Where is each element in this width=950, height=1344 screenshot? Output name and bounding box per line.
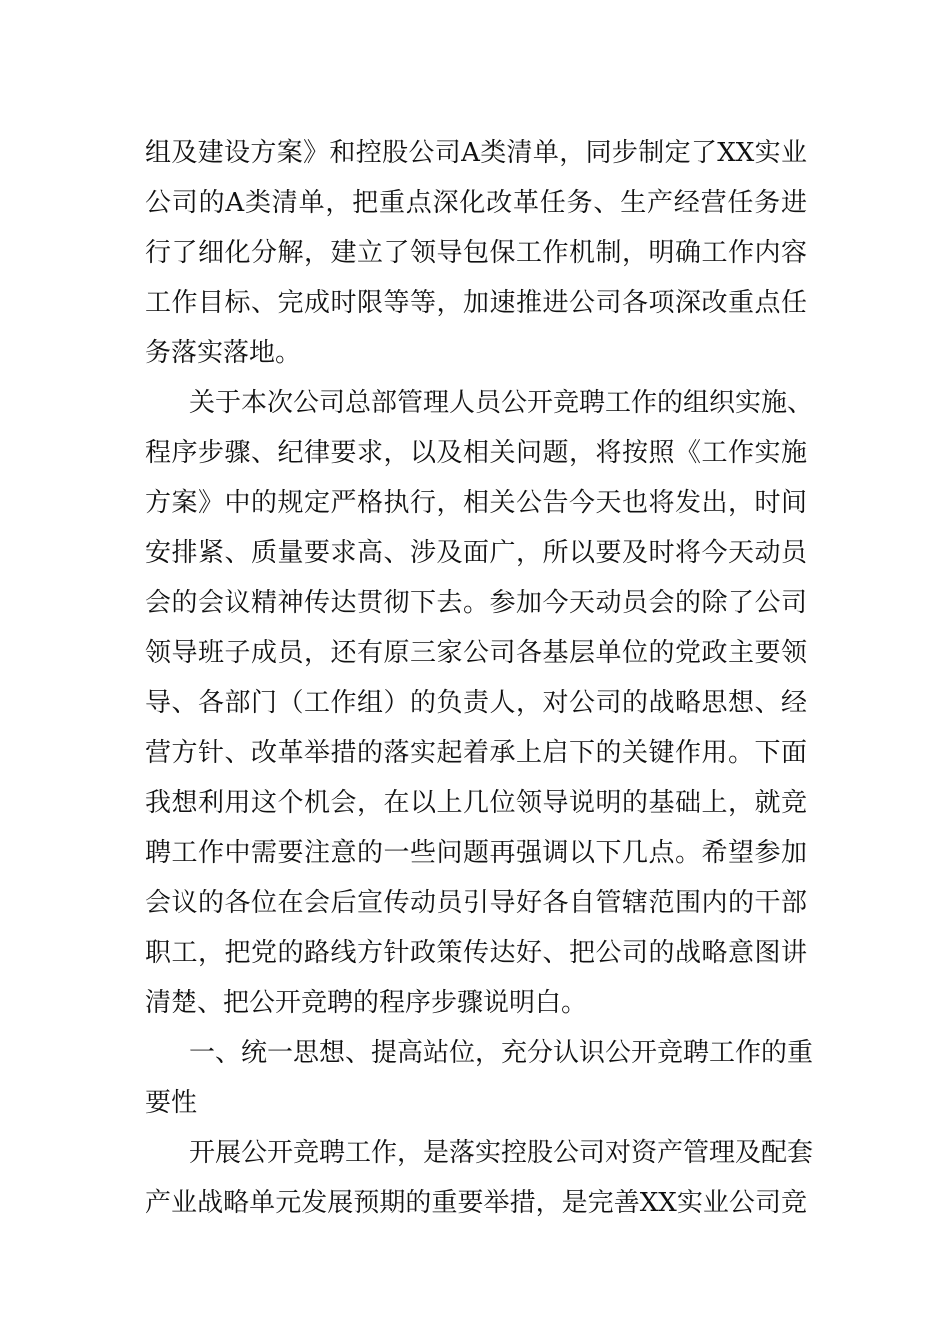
text-line: 务落实落地。 (145, 338, 302, 368)
text-line: 聘工作中需要注意的一些问题再强调以下几点。希望参加 (145, 838, 807, 868)
text-line: 开展公开竞聘工作，是落实控股公司对资产管理及配套 (189, 1138, 814, 1168)
text-line: 产业战略单元发展预期的重要举措，是完善XX实业公司竞 (145, 1188, 807, 1218)
text-line: 职工，把党的路线方针政策传达好、把公司的战略意图讲 (145, 938, 807, 968)
text-line: 清楚、把公开竞聘的程序步骤说明白。 (145, 988, 588, 1018)
text-line: 领导班子成员，还有原三家公司各基层单位的党政主要领 (145, 638, 807, 668)
text-line: 我想利用这个机会，在以上几位领导说明的基础上，就竞 (145, 788, 807, 818)
text-line: 营方针、改革举措的落实起着承上启下的关键作用。下面 (145, 738, 807, 768)
text-line: 方案》中的规定严格执行，相关公告今天也将发出，时间 (145, 488, 807, 518)
text-line: 安排紧、质量要求高、涉及面广，所以要及时将今天动员 (145, 538, 807, 568)
text-line: 行了细化分解，建立了领导包保工作机制，明确工作内容 (145, 238, 807, 268)
text-line: 要性 (145, 1088, 198, 1118)
text-line: 导、各部门（工作组）的负责人，对公司的战略思想、经 (145, 688, 807, 718)
paragraph-recruitment-intro (145, 378, 814, 1028)
paragraph-reform-list (145, 128, 807, 378)
text-line: 公司的A类清单，把重点深化改革任务、生产经营任务进 (145, 188, 807, 218)
text-line: 会的会议精神传达贯彻下去。参加今天动员会的除了公司 (145, 588, 807, 618)
paragraph-recruitment-purpose (145, 1128, 814, 1228)
text-line: 组及建设方案》和控股公司A类清单，同步制定了XX实业 (145, 138, 807, 168)
body-text (145, 128, 814, 1228)
text-line: 程序步骤、纪律要求，以及相关问题，将按照《工作实施 (145, 438, 807, 468)
text-line: 工作目标、完成时限等等，加速推进公司各项深改重点任 (145, 288, 807, 318)
section-heading-1 (145, 1028, 814, 1128)
text-line: 会议的各位在会后宣传动员引导好各自管辖范围内的干部 (145, 888, 807, 918)
text-line: 关于本次公司总部管理人员公开竞聘工作的组织实施、 (189, 388, 814, 418)
text-line: 一、统一思想、提高站位，充分认识公开竞聘工作的重 (189, 1038, 814, 1068)
